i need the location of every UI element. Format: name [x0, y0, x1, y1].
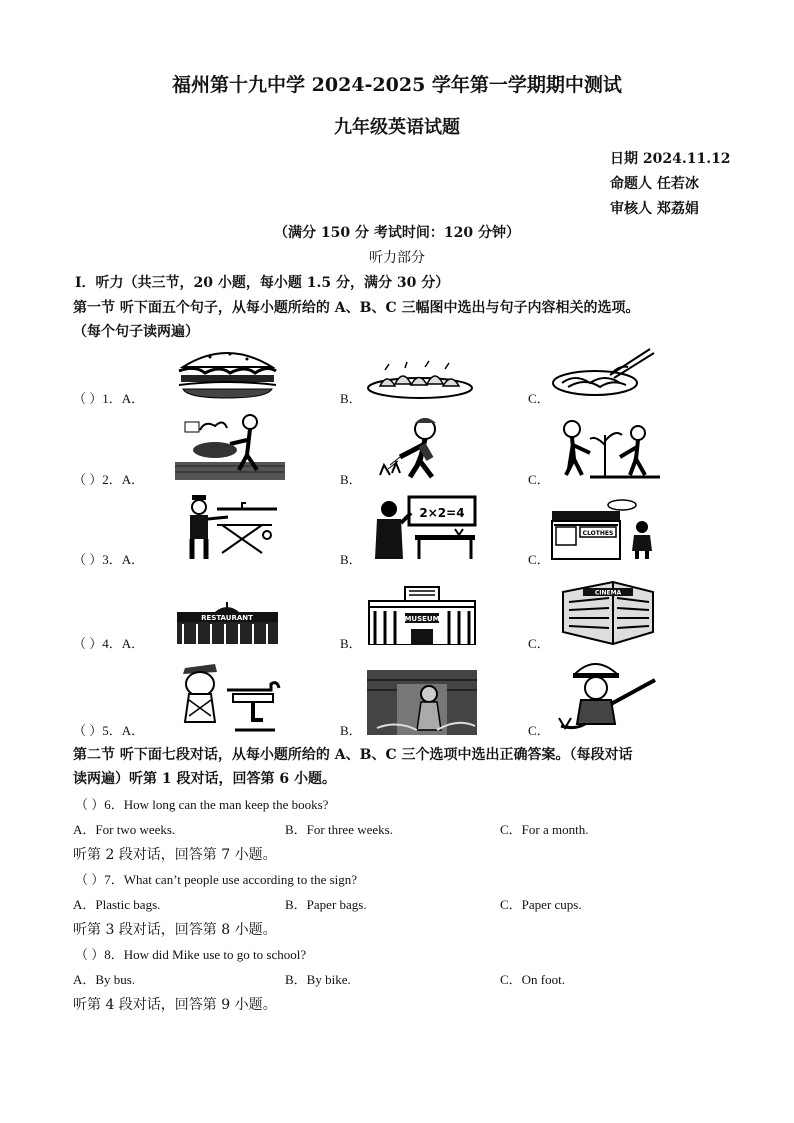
cooking-icon — [175, 410, 285, 480]
museum-icon — [367, 585, 477, 645]
q2-b-label: B． — [340, 472, 362, 487]
dialog-2-instruction: 听第 2 段对话，回答第 7 小题。 — [73, 847, 277, 863]
q2-label: （ ）2．A． — [73, 472, 145, 487]
q3-b-label: B． — [340, 552, 362, 567]
plumber-icon — [175, 660, 285, 735]
q1-label: （ ）1．A． — [73, 391, 145, 406]
planting-icon — [550, 415, 660, 480]
section-heading: Ⅰ．听力（共三节，20 小题，每小题 1.5 分，满分 30 分） — [75, 275, 450, 291]
q4-label: （ ）4．A． — [73, 636, 145, 651]
q3-label: （ ）3．A． — [73, 552, 145, 567]
q8-option-b: B．By bike. — [285, 972, 351, 987]
cinema-sign-text: CINEMA — [594, 589, 622, 597]
clothes-sign-text: CLOTHES — [582, 530, 614, 537]
q6-stem: （ ）6．How long can the man keep the books? — [75, 797, 329, 812]
q8-option-a: A．By bus. — [73, 972, 136, 987]
q7-option-a: A．Plastic bags. — [73, 897, 161, 912]
q1-c-label: C． — [528, 391, 550, 406]
q6-option-a: A．For two weeks. — [73, 822, 176, 837]
museum-sign-text: MUSEUM — [404, 615, 440, 623]
sub1-instruction-1: 第一节 听下面五个句子，从每小题所给的 A、B、C 三幅图中选出与句子内容相关的选项。 — [73, 300, 640, 316]
q7-option-b: B．Paper bags. — [285, 897, 367, 912]
q4-b-label: B． — [340, 636, 362, 651]
noodles-icon — [550, 345, 660, 400]
q2-c-label: C． — [528, 472, 550, 487]
q7-stem: （ ）7．What can’t people use according to the sign? — [75, 872, 358, 887]
firefighter-icon — [555, 656, 660, 731]
q3-c-label: C． — [528, 552, 550, 567]
q8-stem: （ ）8．How did Mike use to go to school? — [75, 947, 307, 962]
q5-label: （ ）5．A． — [73, 723, 145, 738]
restaurant-sign-text: RESTAURANT — [201, 614, 253, 622]
q6-option-b: B．For three weeks. — [285, 822, 393, 837]
hamburger-icon — [175, 345, 280, 400]
math-sign-text: 2×2=4 — [419, 506, 465, 520]
exam-reviewer: 审核人 郑荔娟 — [610, 201, 699, 217]
exam-title: 福州第十九中学 2024-2025 学年第一学期期中测试 — [172, 74, 622, 96]
sub2-instruction-2: 读两遍）听第 1 段对话，回答第 6 小题。 — [73, 771, 336, 787]
teacher-icon — [367, 495, 477, 560]
score-time: （满分 150 分 考试时间：120 分钟） — [274, 225, 520, 241]
sub2-instruction-1: 第二节 听下面七段对话，从每小题所给的 A、B、C 三个选项中选出正确答案。（每段对话 — [73, 747, 633, 763]
waiter-icon — [172, 495, 282, 560]
q5-b-label: B． — [340, 723, 362, 738]
q1-b-label: B． — [340, 391, 362, 406]
dialog-4-instruction: 听第 4 段对话，回答第 9 小题。 — [73, 997, 277, 1013]
exam-date: 日期 2024.11.12 — [610, 151, 731, 167]
exam-subtitle: 九年级英语试题 — [334, 117, 460, 138]
sub1-instruction-2: （每个句子读两遍） — [73, 324, 199, 340]
restaurant-icon — [175, 600, 280, 645]
q6-option-c: C．For a month. — [500, 822, 589, 837]
dumplings-icon — [365, 360, 475, 400]
exam-author: 命题人 任若冰 — [610, 176, 699, 192]
dialog-3-instruction: 听第 3 段对话，回答第 8 小题。 — [73, 922, 277, 938]
q8-option-c: C．On foot. — [500, 972, 566, 987]
shop-icon — [550, 495, 660, 560]
cinema-icon — [553, 580, 658, 645]
q7-option-c: C．Paper cups. — [500, 897, 582, 912]
q5-c-label: C． — [528, 723, 550, 738]
part-title: 听力部分 — [369, 250, 425, 266]
q4-c-label: C． — [528, 636, 550, 651]
watering-icon — [370, 415, 475, 480]
doorway-icon — [367, 670, 477, 735]
